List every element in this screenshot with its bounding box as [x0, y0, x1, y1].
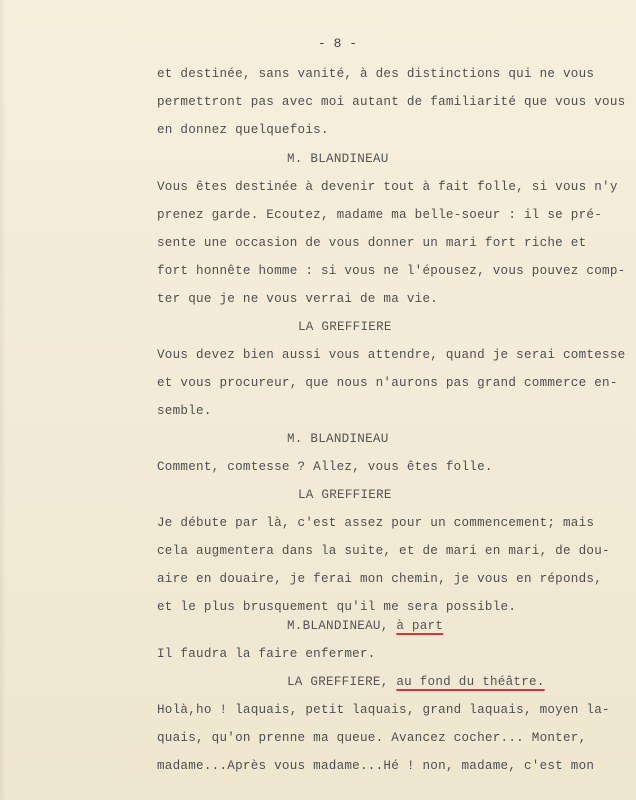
- text-line: Comment, comtesse ? Allez, vous êtes folle.: [157, 460, 493, 474]
- text-line: cela augmentera dans la suite, et de mari en mari, de dou-: [157, 544, 610, 558]
- speaker-heading: M. BLANDINEAU: [287, 152, 389, 166]
- stage-direction: au fond du théâtre.: [396, 675, 545, 689]
- text-line: et vous procureur, que nous n'aurons pas grand commerce en-: [157, 376, 618, 390]
- text-line: et destinée, sans vanité, à des distinctions qui ne vous: [157, 67, 595, 81]
- speaker-name: LA GREFFIERE,: [287, 675, 389, 689]
- speaker-name: M.BLANDINEAU,: [287, 619, 389, 633]
- text-line: Vous devez bien aussi vous attendre, quand je serai comtesse: [157, 348, 626, 362]
- stage-direction: à part: [396, 619, 444, 633]
- text-line: Holà,ho ! laquais, petit laquais, grand laquais, moyen la-: [157, 703, 610, 717]
- text-line: sente une occasion de vous donner un mari fort riche et: [157, 236, 587, 250]
- speaker-heading-with-direction: [287, 675, 545, 689]
- speaker-heading-with-direction: [287, 619, 443, 633]
- text-line: Je débute par là, c'est assez pour un commencement; mais: [157, 516, 595, 530]
- speaker-heading: LA GREFFIERE: [298, 488, 392, 502]
- text-line: fort honnête homme : si vous ne l'épousez, vous pouvez comp-: [157, 264, 626, 278]
- text-line: semble.: [157, 404, 212, 418]
- text-line: Vous êtes destinée à devenir tout à fait folle, si vous n'y: [157, 180, 618, 194]
- text-line: ter que je ne vous verrai de ma vie.: [157, 292, 439, 306]
- speaker-heading: LA GREFFIERE: [298, 320, 392, 334]
- speaker-heading: M. BLANDINEAU: [287, 432, 389, 446]
- text-line: madame...Après vous madame...Hé ! non, madame, c'est mon: [157, 759, 595, 773]
- text-line: et le plus brusquement qu'il me sera possible.: [157, 600, 517, 614]
- text-line: aire en douaire, je ferai mon chemin, je vous en réponds,: [157, 572, 603, 586]
- page-number: - 8 -: [318, 36, 358, 51]
- text-line: quais, qu'on prenne ma queue. Avancez cocher... Monter,: [157, 731, 587, 745]
- page-edge-shadow: [0, 0, 6, 800]
- text-line: en donnez quelquefois.: [157, 123, 329, 137]
- text-line: permettront pas avec moi autant de familiarité que vous vous: [157, 95, 626, 109]
- text-line: Il faudra la faire enfermer.: [157, 647, 376, 661]
- text-line: prenez garde. Ecoutez, madame ma belle-soeur : il se pré-: [157, 208, 603, 222]
